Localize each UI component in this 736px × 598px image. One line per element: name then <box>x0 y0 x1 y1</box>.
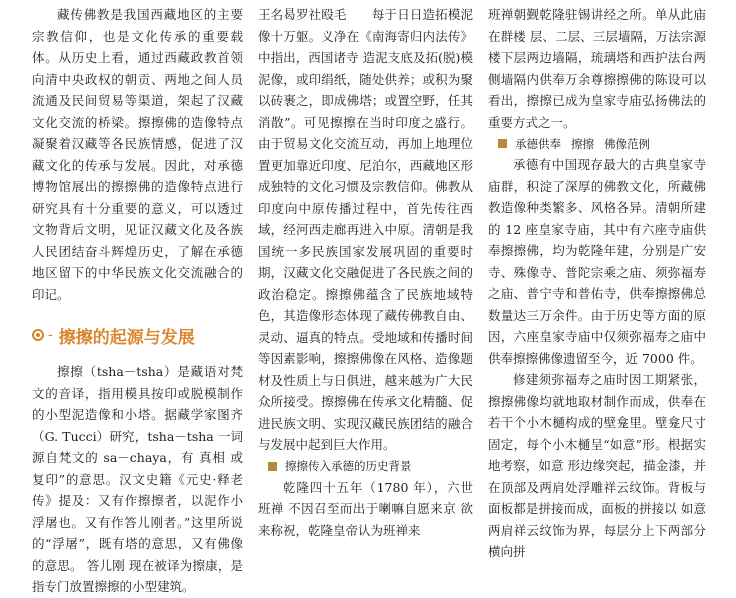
intro-text: 藏传佛教是我国西藏地区的主要宗教信仰，也是文化传承的重要载体。从历史上看，通过西藏政教首领向清中央政权的朝贡、两地之间人员流通及民间贸易等渠道，架起了汉藏文化交流的桥梁。擦擦佛的造像特点凝聚着汉藏等各民族情感，促进了汉藏文化的传承与发展。因此，对承德博物馆展出的擦擦佛的造像特点进行研究具有十分重要的意义，可以透过文物背后文明，见证汉藏文化及各族人民团结奋斗辉煌历史，了解在承德地区留下的中华民族文化交流融合的印记。 <box>32 7 243 302</box>
section-title: 擦擦的起源与发展 <box>58 327 195 348</box>
origin-paragraph <box>32 361 243 598</box>
section-heading <box>32 317 243 353</box>
right-text: 班禅朝觐乾隆驻锡讲经之所。单从此庙在群楼 层、二层、三层墙隔，万法宗源楼下层两边墙隔，琉璃塔和西护法台两侧墙隔内供奉万余尊擦擦佛的陈设可以看出，擦擦已成为皇家寺庙弘扬佛法的重要方式之一。 <box>488 7 706 130</box>
column-middle <box>258 0 473 541</box>
subheading-part-2: 擦擦 <box>571 136 594 151</box>
temples-paragraph <box>488 154 706 563</box>
right-paragraph <box>488 0 706 133</box>
subheading-part-1: 承德供奉 <box>515 136 561 151</box>
niche-text: 修建须弥福寿之庙时因工期紧张，擦擦佛像均就地取材制作而成，供奉在若干个小木樋构成的壁龛里。壁龛尺寸固定，每个小木樋呈“如意”形。根据实地考察，如意 形边缘突起，描金漆，并在顶部及两肩处浮雕祥云纹饰。背板与面板都是拼接而成，面板的拼接以 如意 两肩祥云纹饰为界，每层分上下两部分横向拼 <box>488 372 706 559</box>
column-right <box>488 0 706 563</box>
subheading-history <box>258 456 473 477</box>
middle-paragraph <box>258 0 473 456</box>
heading-dash: - <box>48 327 53 343</box>
square-bullet-icon <box>268 462 277 471</box>
temples-text: 承德有中国现存最大的古典皇家寺庙群，积淀了深厚的佛教文化，所藏佛教造像种类繁多、风格各异。清朝所建的 12 座皇家寺庙，其中有六座寺庙供奉擦擦佛，均为乾隆年建，分别是广安寺、殊像寺、普陀宗乘之庙、须弥福寿之庙、普宁寺和普佑寺，供奉擦擦佛总数量达三万余件。由于历史等方面的原因，六座皇家寺庙中仅须弥福寿之庙中供奉擦擦佛像遗留至今，近 7000 件。 <box>488 157 706 366</box>
middle-text: 王名曷罗社殴毛 每于日日造拓模泥像十万躯。义净在《南海寄归内法传》中指出，西国诸寺 造泥支底及拓(脱)模泥像，或印绢纸，随处供养；或积为聚以砖裹之，即成佛塔；或置空野，任其消散”。可见擦擦在当时印度之盛行。由于贸易文化交流互动，再加上地理位置更加靠近印度、尼泊尔，西藏地区形成独特的文化习惯及宗教信仰。佛教从印度向中原传播过程中，首先传往西域，经河西走廊再进入中原。清朝是我国统一多民族国家发展巩固的重要时期，汉藏文化交融促进了各民族之间的政治稳定。擦擦佛蕴含了民族地域特色，其造像形态体现了藏传佛教自由、灵动、逼真的特点。受地域和传播时间等因素影响，擦擦佛像在风格、造像题材及性质上与日俱进，越来越为广大民众所接受。擦擦佛在传承文化精髓、促进民族文明、实现汉藏民族团结的融合与发展中起到巨大作用。 <box>258 7 473 452</box>
subheading-text: 擦擦传入承德的历史背景 <box>285 459 412 473</box>
subheading-examples <box>488 133 706 154</box>
column-left <box>32 0 243 598</box>
subheading-part-3: 佛像范例 <box>604 136 650 151</box>
intro-paragraph <box>32 0 243 305</box>
origin-text: 擦擦（tsha－tsha）是藏语对梵文的音译，指用模具按印或脱模制作的小型泥造像和小塔。据藏学家图齐（G. Tucci）研究，tsha－tsha 一词源自梵文的 sa－chaya，有 真相 或 复印”的意思。汉文史籍《元史·释老传》提及：又有作擦擦者，以泥作小浮屠也。又有作答儿刚者。”这里所说的“浮屠”，既有塔的意思，又有佛像的意思。 答儿刚 现在被译为擦康，是指专门放置擦擦的小型建筑。 <box>32 364 243 594</box>
history-text: 乾隆四十五年（1780 年），六世班禅 不因召至而出于喇嘛自愿来京 欲来称祝，乾隆皇帝认为班禅来 <box>258 479 473 538</box>
history-paragraph <box>258 477 473 542</box>
square-bullet-icon <box>498 139 507 148</box>
bullet-circle-icon <box>32 329 44 341</box>
